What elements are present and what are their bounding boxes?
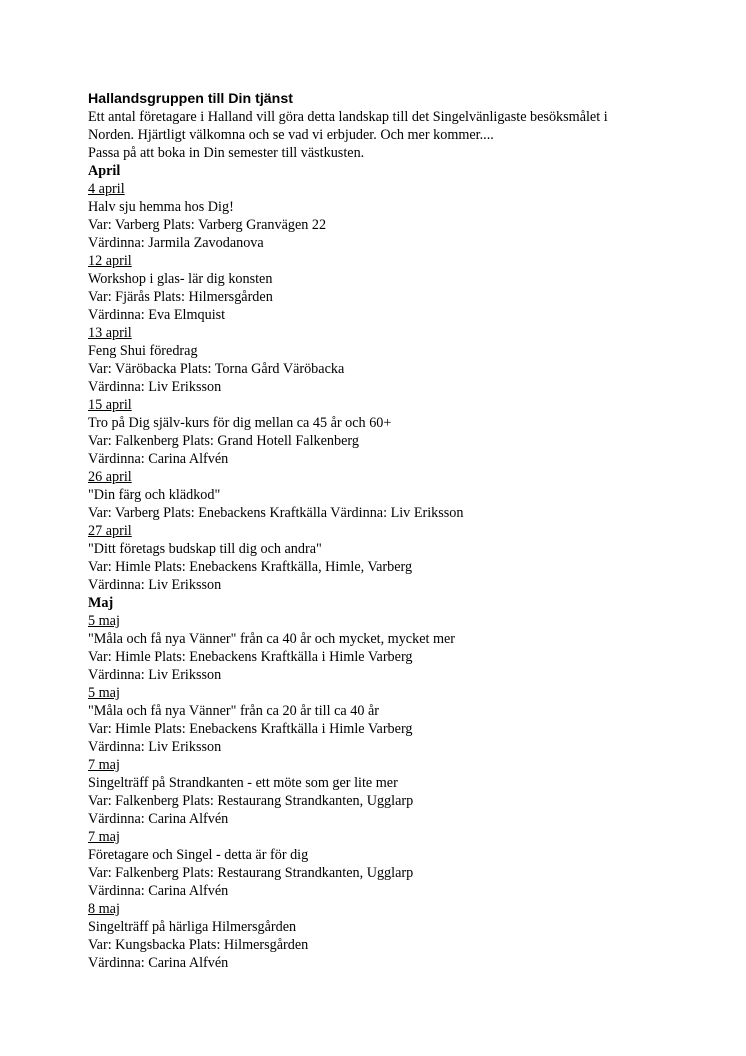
event-title: "Ditt företags budskap till dig och andra" bbox=[88, 541, 322, 557]
event-location: Var: Kungsbacka Plats: Hilmersgården bbox=[88, 937, 309, 953]
event-item bbox=[88, 900, 708, 972]
event-location: Var: Falkenberg Plats: Grand Hotell Falkenberg bbox=[88, 433, 359, 449]
event-date: 5 maj bbox=[88, 613, 120, 629]
event-host: Värdinna: Carina Alfvén bbox=[88, 451, 229, 467]
event-item bbox=[88, 180, 708, 252]
event-item bbox=[88, 828, 708, 900]
event-title: Singelträff på Strandkanten - ett möte som ger lite mer bbox=[88, 775, 398, 791]
event-title: Företagare och Singel - detta är för dig bbox=[88, 847, 309, 863]
event-host: Värdinna: Carina Alfvén bbox=[88, 811, 229, 827]
event-location: Var: Varberg Plats: Varberg Granvägen 22 bbox=[88, 217, 327, 233]
event-location: Var: Himle Plats: Enebackens Kraftkälla, Himle, Varberg bbox=[88, 559, 413, 575]
event-item bbox=[88, 324, 708, 396]
event-date: 7 maj bbox=[88, 829, 120, 845]
event-item bbox=[88, 684, 708, 756]
event-host: Värdinna: Carina Alfvén bbox=[88, 883, 229, 899]
event-date: 12 april bbox=[88, 253, 132, 269]
document-title: Hallandsgruppen till Din tjänst bbox=[88, 91, 293, 107]
event-item bbox=[88, 468, 708, 522]
intro-text bbox=[88, 108, 708, 162]
event-item bbox=[88, 612, 708, 684]
event-title: Feng Shui föredrag bbox=[88, 343, 198, 359]
event-date: 7 maj bbox=[88, 757, 120, 773]
event-title: Workshop i glas- lär dig konsten bbox=[88, 271, 273, 287]
event-item bbox=[88, 522, 708, 594]
event-host: Värdinna: Liv Eriksson bbox=[88, 667, 222, 683]
month-heading: April bbox=[88, 163, 121, 179]
intro-line: Passa på att boka in Din semester till västkusten. bbox=[88, 145, 365, 161]
intro-line: Ett antal företagare i Halland vill göra detta landskap till det Singelvänligaste besöksmålet i bbox=[88, 109, 608, 125]
event-host: Värdinna: Eva Elmquist bbox=[88, 307, 226, 323]
event-date: 5 maj bbox=[88, 685, 120, 701]
event-date: 26 april bbox=[88, 469, 132, 485]
event-location: Var: Falkenberg Plats: Restaurang Strandkanten, Ugglarp bbox=[88, 793, 414, 809]
event-title: Halv sju hemma hos Dig! bbox=[88, 199, 234, 215]
event-title: "Måla och få nya Vänner" från ca 20 år till ca 40 år bbox=[88, 703, 379, 719]
event-host: Värdinna: Liv Eriksson bbox=[88, 739, 222, 755]
event-host: Värdinna: Liv Eriksson bbox=[88, 577, 222, 593]
month-section-april bbox=[88, 162, 708, 594]
event-title: "Din färg och klädkod" bbox=[88, 487, 221, 503]
event-location: Var: Fjärås Plats: Hilmersgården bbox=[88, 289, 273, 305]
event-date: 15 april bbox=[88, 397, 132, 413]
document-page bbox=[88, 90, 708, 972]
event-host: Värdinna: Jarmila Zavodanova bbox=[88, 235, 264, 251]
event-date: 13 april bbox=[88, 325, 132, 341]
event-location: Var: Himle Plats: Enebackens Kraftkälla i Himle Varberg bbox=[88, 721, 413, 737]
event-location: Var: Varberg Plats: Enebackens Kraftkälla Värdinna: Liv Eriksson bbox=[88, 505, 464, 521]
intro-line: Norden. Hjärtligt välkomna och se vad vi erbjuder. Och mer kommer.... bbox=[88, 127, 494, 143]
event-location: Var: Falkenberg Plats: Restaurang Strandkanten, Ugglarp bbox=[88, 865, 414, 881]
month-section-maj bbox=[88, 594, 708, 972]
event-title: Tro på Dig själv-kurs för dig mellan ca 45 år och 60+ bbox=[88, 415, 392, 431]
event-title: Singelträff på härliga Hilmersgården bbox=[88, 919, 297, 935]
event-date: 8 maj bbox=[88, 901, 120, 917]
month-heading: Maj bbox=[88, 595, 114, 611]
event-item bbox=[88, 756, 708, 828]
event-host: Värdinna: Carina Alfvén bbox=[88, 955, 229, 971]
event-date: 4 april bbox=[88, 181, 125, 197]
event-location: Var: Väröbacka Plats: Torna Gård Väröbacka bbox=[88, 361, 345, 377]
event-item bbox=[88, 252, 708, 324]
event-location: Var: Himle Plats: Enebackens Kraftkälla i Himle Varberg bbox=[88, 649, 413, 665]
event-host: Värdinna: Liv Eriksson bbox=[88, 379, 222, 395]
event-date: 27 april bbox=[88, 523, 132, 539]
event-title: "Måla och få nya Vänner" från ca 40 år och mycket, mycket mer bbox=[88, 631, 456, 647]
event-item bbox=[88, 396, 708, 468]
